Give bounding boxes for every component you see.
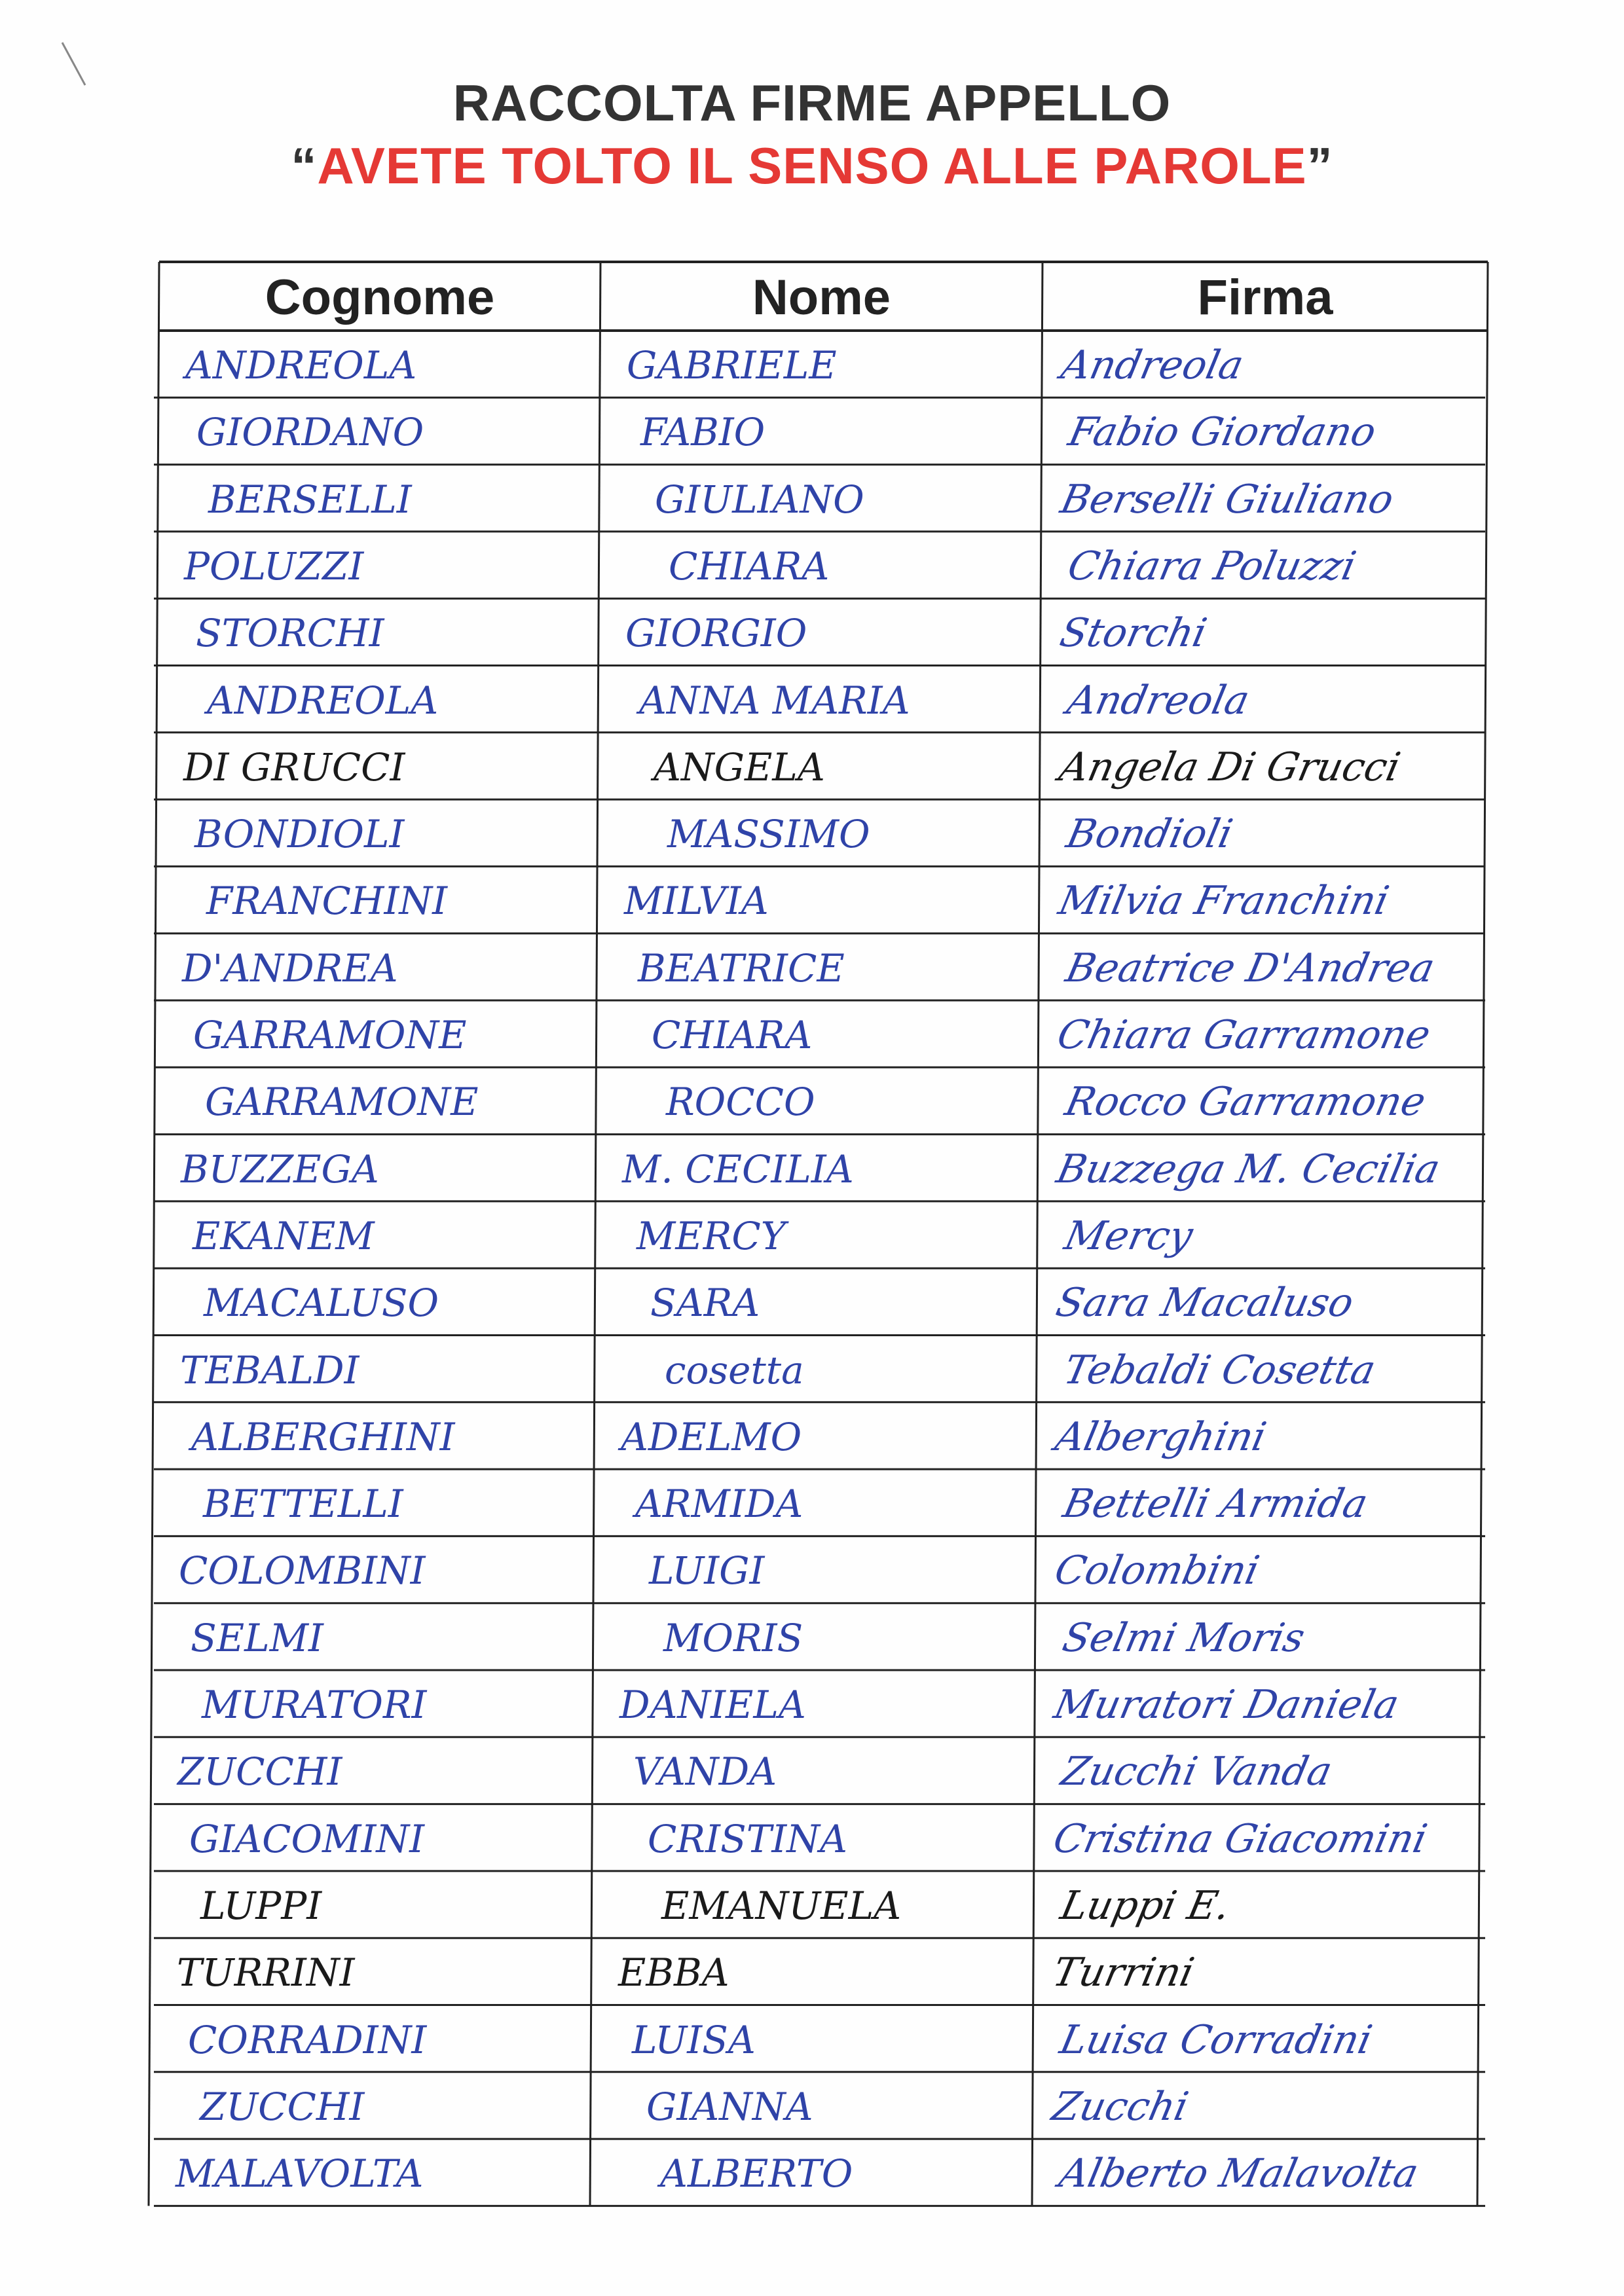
nome-cell: CHIARA [652,1013,813,1057]
cognome-cell: COLOMBINI [179,1548,426,1594]
firma-signature: Angela Di Grucci [1055,744,1405,790]
firma-signature: Colombini [1050,1548,1264,1594]
nome-cell: GIANNA [646,2084,813,2129]
subtitle-text: AVETE TOLTO IL SENSO ALLE PAROLE [317,137,1307,194]
firma-signature: Alberto Malavolta [1055,2151,1423,2197]
nome-cell: ALBERTO [660,2151,853,2196]
cognome-cell: ANDREOLA [185,343,417,388]
nome-cell: CRISTINA [648,1816,847,1861]
column-header-firma: Firma [1197,270,1333,325]
nome-cell: GIORGIO [625,611,807,656]
cognome-cell: GARRAMONE [205,1080,479,1125]
nome-cell: DANIELA [619,1683,806,1727]
firma-signature: Bettelli Armida [1059,1481,1372,1527]
nome-cell: LUISA [632,2017,756,2062]
cognome-cell: ALBERGHINI [191,1414,455,1459]
cognome-cell: EKANEM [193,1213,375,1258]
nome-cell: ROCCO [666,1080,815,1125]
nome-cell: ANGELA [654,744,825,790]
close-quote: ” [1306,137,1333,194]
firma-signature: Andreola [1057,342,1248,388]
cognome-cell: MALAVOLTA [175,2151,424,2196]
nome-cell: BEATRICE [638,945,845,991]
nome-cell: MERCY [637,1213,786,1258]
cognome-cell: BETTELLI [203,1482,403,1527]
firma-signature: Mercy [1060,1212,1197,1259]
firma-signature: Sara Macaluso [1052,1280,1358,1326]
cognome-cell: BERSELLI [208,477,412,522]
firma-signature: Chiara Garramone [1053,1012,1435,1058]
column-header-nome: Nome [752,270,891,325]
firma-signature: Luisa Corradini [1056,2016,1376,2063]
cognome-cell: FRANCHINI [206,879,448,924]
cognome-cell: POLUZZI [184,543,364,589]
cognome-cell: GIORDANO [196,410,424,455]
nome-cell: GIULIANO [655,477,864,522]
nome-cell: EMANUELA [661,1883,901,1928]
cognome-cell: GARRAMONE [193,1013,467,1057]
firma-signature: Selmi Moris [1058,1614,1309,1661]
firma-signature: Milvia Franchini [1054,878,1393,924]
cognome-cell: SELMI [191,1615,323,1660]
cognome-cell: BONDIOLI [194,812,405,857]
nome-cell: CHIARA [669,543,830,589]
cognome-cell: ZUCCHI [200,2084,365,2129]
firma-signature: Andreola [1063,677,1254,723]
firma-signature: Storchi [1056,610,1211,657]
firma-signature: Chiara Poluzzi [1063,543,1360,589]
nome-cell: FABIO [640,410,766,455]
nome-cell: MORIS [663,1615,803,1660]
page-title: RACCOLTA FIRME APPELLO [452,74,1172,132]
firma-signature: Muratori Daniela [1050,1682,1403,1728]
cognome-cell: MURATORI [202,1683,427,1727]
cognome-cell: TEBALDI [180,1347,360,1393]
firma-signature: Buzzega M. Cecilia [1052,1146,1445,1192]
nome-cell: MASSIMO [667,812,870,857]
firma-signature: Turrini [1048,1950,1198,1996]
nome-cell: GABRIELE [627,343,837,388]
column-header-cognome: Cognome [265,270,495,325]
firma-signature: Tebaldi Cosetta [1060,1347,1380,1393]
firma-signature: Fabio Giordano [1064,409,1380,456]
nome-cell: ARMIDA [635,1482,803,1527]
firma-signature: Bondioli [1062,811,1237,858]
cognome-cell: STORCHI [196,611,384,656]
cognome-cell: CORRADINI [188,2017,427,2062]
cognome-cell: MACALUSO [204,1281,439,1326]
firma-signature: Luppi E. [1056,1882,1234,1929]
nome-cell: MILVIA [624,879,769,924]
open-quote: “ [291,137,318,194]
nome-cell: LUIGI [649,1548,765,1594]
nome-cell: cosetta [665,1347,804,1393]
cognome-cell: GIACOMINI [189,1816,425,1861]
cognome-cell: TURRINI [177,1950,355,1995]
cognome-cell: DI GRUCCI [183,744,405,790]
nome-cell: EBBA [618,1950,729,1995]
nome-cell: ANNA MARIA [639,678,910,723]
firma-signature: Beatrice D'Andrea [1061,945,1439,991]
firma-signature: Alberghini [1051,1413,1270,1460]
nome-cell: SARA [650,1281,760,1326]
firma-signature: Zucchi Vanda [1057,1749,1337,1795]
cognome-cell: D'ANDREA [182,945,398,991]
cognome-cell: BUZZEGA [181,1146,379,1192]
cognome-cell: ZUCCHI [177,1749,342,1795]
nome-cell: ADELMO [621,1414,802,1459]
nome-cell: M. CECILIA [622,1146,854,1192]
firma-signature: Berselli Giuliano [1056,476,1398,522]
cognome-cell: LUPPI [200,1883,322,1928]
nome-cell: VANDA [633,1749,777,1795]
cognome-cell: ANDREOLA [207,678,439,723]
firma-signature: Rocco Garramone [1061,1079,1430,1125]
firma-signature: Zucchi [1048,2083,1192,2130]
firma-signature: Cristina Giacomini [1049,1815,1431,1862]
